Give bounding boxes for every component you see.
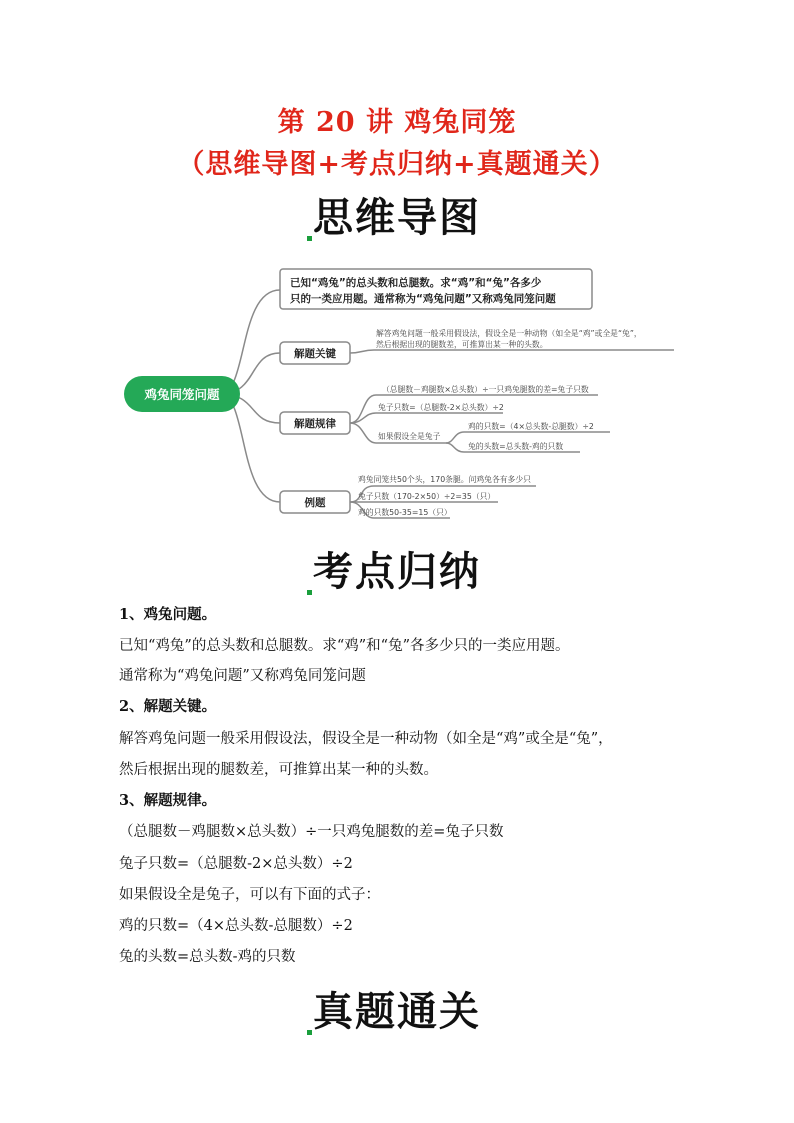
mindmap-rule-sub-2: 兔的头数=总头数-鸡的只数 [468, 442, 564, 451]
banner-text: 考点归纳 [313, 549, 481, 595]
section-banner-mindmap [0, 186, 794, 243]
banner-text: 思维导图 [313, 195, 481, 241]
mindmap-rule-item-2: 兔子只数=（总腿数-2×总头数）÷2 [378, 403, 504, 412]
mind-map [118, 262, 678, 524]
mindmap-rule-sub-1: 鸡的只数=（4×总头数-总腿数）÷2 [468, 422, 594, 431]
mindmap-rule-label: 解题规律 [294, 418, 336, 430]
content-line: 兔子只数=（总腿数-2×总头数）÷2 [119, 856, 353, 872]
mindmap-rule-item-1: （总腿数－鸡腿数×总头数）÷一只鸡兔腿数的差=兔子只数 [382, 385, 589, 394]
content-line: 兔的头数=总头数-鸡的只数 [119, 949, 296, 965]
green-mark-icon [307, 1030, 312, 1035]
content-line: 解答鸡兔问题一般采用假设法，假设全是一种动物（如全是“鸡”或全是“兔”， [119, 731, 613, 747]
content-heading: 3、解题规律。 [119, 792, 217, 809]
content-line: 鸡的只数=（4×总头数-总腿数）÷2 [119, 918, 353, 934]
mindmap-definition-line2: 只的一类应用题。通常称为“鸡兔问题”又称鸡兔同笼问题 [290, 293, 556, 305]
content-line: 已知“鸡兔”的总头数和总腿数。求“鸡”和“兔”各多少只的一类应用题。 [119, 638, 570, 654]
mindmap-root-label: 鸡兔同笼问题 [144, 387, 220, 402]
content-line: 通常称为“鸡兔问题”又称鸡兔同笼问题 [119, 668, 366, 684]
mindmap-definition-line1: 已知“鸡兔”的总头数和总腿数。求“鸡”和“兔”各多少 [290, 277, 542, 289]
mindmap-key-label: 解题关键 [294, 348, 336, 360]
page-subtitle: （思维导图+考点归纳+真题通关） [177, 149, 617, 180]
content-heading: 2、解题关键。 [119, 698, 217, 715]
page-title: 第 20 讲 鸡兔同笼 [277, 107, 517, 138]
mindmap-rule-item-3: 如果假设全是兔子 [378, 432, 441, 441]
content-line: 然后根据出现的腿数差，可推算出某一种的头数。 [119, 762, 438, 778]
section-banner-exam [0, 980, 794, 1037]
green-mark-icon [307, 590, 312, 595]
mindmap-example-item-3: 鸡的只数50-35=15（只） [358, 508, 452, 517]
content-heading: 1、鸡兔问题。 [119, 606, 217, 623]
section-banner-points [0, 540, 794, 597]
banner-text: 真题通关 [313, 989, 481, 1035]
content-line: （总腿数－鸡腿数×总头数）÷一只鸡兔腿数的差=兔子只数 [119, 824, 504, 840]
mindmap-key-text-2: 然后根据出现的腿数差，可推算出某一种的头数。 [376, 340, 548, 349]
mindmap-example-item-1: 鸡兔同笼共50个头，170条腿。问鸡兔各有多少只 [358, 475, 531, 484]
mindmap-key-text-1: 解答鸡兔问题一般采用假设法，假设全是一种动物（如全是“鸡”或全是“兔”， [376, 329, 642, 338]
mindmap-example-label: 例题 [304, 497, 326, 509]
mindmap-example-item-2: 兔子只数（170-2×50）÷2=35（只） [358, 492, 496, 501]
content-line: 如果假设全是兔子，可以有下面的式子： [119, 887, 380, 903]
green-mark-icon [307, 236, 312, 241]
